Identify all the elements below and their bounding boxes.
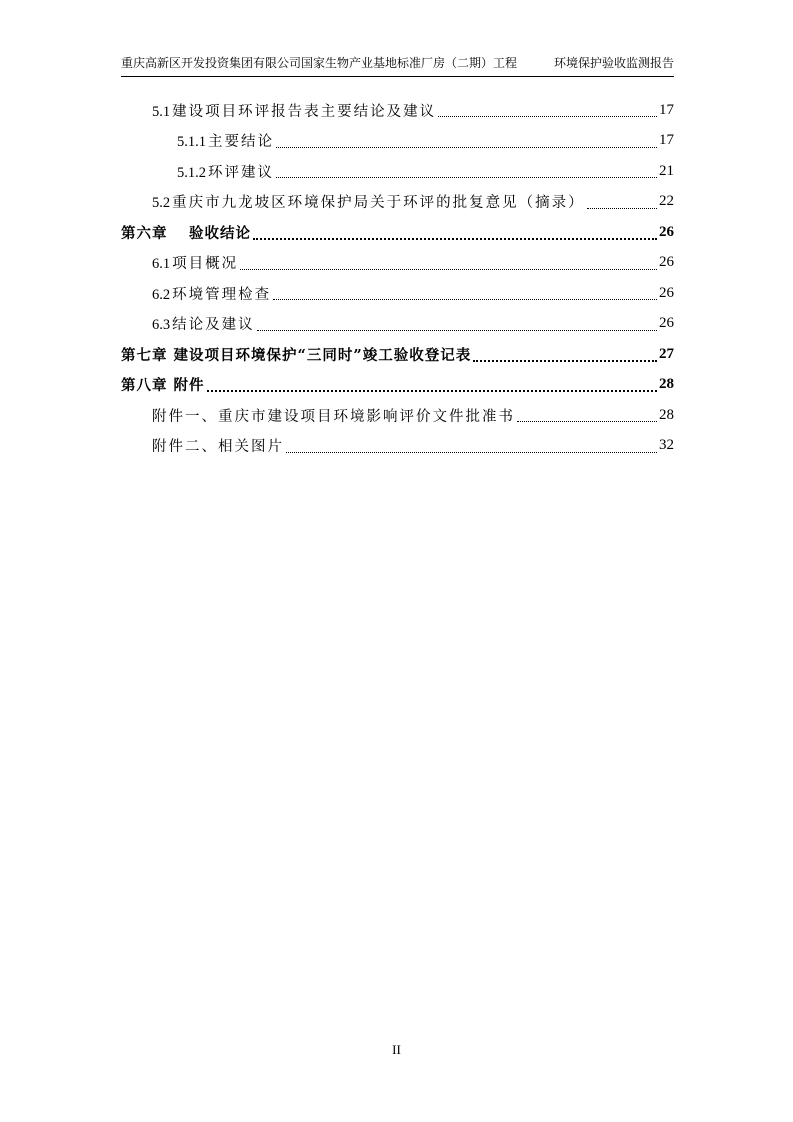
toc-entry-number: 5.1.1 bbox=[177, 134, 206, 151]
toc-entry-page: 27 bbox=[659, 345, 674, 362]
toc-entry-number: 6.2 bbox=[152, 286, 171, 303]
toc-entry-number: 5.1 bbox=[152, 103, 171, 120]
toc-entry-text: 第六章 验收结论 bbox=[121, 224, 252, 242]
toc-entry-number: 6.3 bbox=[152, 317, 171, 334]
toc-entry-number: 5.1.2 bbox=[177, 164, 206, 181]
toc-entry-title bbox=[121, 222, 251, 243]
toc-entry-page: 26 bbox=[659, 284, 674, 301]
toc-entry-number: 6.1 bbox=[152, 256, 171, 273]
toc-entry-text: 主要结论 bbox=[208, 134, 274, 151]
toc-entry-page: 22 bbox=[659, 193, 674, 210]
toc-dot-leader bbox=[587, 207, 657, 209]
toc-dot-leader bbox=[286, 451, 657, 453]
toc-entry-page: 26 bbox=[659, 223, 674, 240]
toc-entry-title bbox=[152, 252, 238, 273]
toc-entry-page: 17 bbox=[659, 132, 674, 149]
toc-entry-title bbox=[152, 313, 255, 334]
toc-dot-leader bbox=[253, 237, 657, 240]
toc-entry[interactable] bbox=[121, 431, 674, 462]
toc-entry-title bbox=[152, 405, 515, 426]
toc-entry-title bbox=[121, 344, 471, 365]
toc-entry-page: 26 bbox=[659, 254, 674, 271]
toc-entry[interactable] bbox=[121, 339, 674, 370]
toc-entry[interactable] bbox=[121, 370, 674, 401]
toc-dot-leader bbox=[438, 115, 657, 117]
toc-entry-text: 建设项目环评报告表主要结论及建议 bbox=[172, 103, 437, 120]
toc-entry-text: 环评建议 bbox=[208, 164, 274, 181]
toc-entry-page: 26 bbox=[659, 315, 674, 332]
toc-entry[interactable] bbox=[121, 248, 674, 279]
table-of-contents bbox=[121, 95, 674, 461]
toc-dot-leader bbox=[276, 176, 657, 178]
toc-entry[interactable] bbox=[121, 400, 674, 431]
toc-entry-text: 项目概况 bbox=[172, 256, 239, 273]
toc-dot-leader bbox=[517, 420, 657, 422]
toc-entry-title bbox=[177, 130, 274, 151]
toc-entry-page: 21 bbox=[659, 162, 674, 179]
toc-entry[interactable] bbox=[121, 95, 674, 126]
toc-entry-text: 重庆市九龙坡区环境保护局关于环评的批复意见（摘录） bbox=[172, 195, 585, 212]
header-divider bbox=[121, 76, 674, 77]
toc-entry-page: 28 bbox=[659, 376, 674, 393]
toc-entry-text: 附件一、重庆市建设项目环境影响评价文件批准书 bbox=[152, 408, 515, 425]
toc-entry-title bbox=[152, 191, 585, 212]
toc-entry[interactable] bbox=[121, 156, 674, 187]
toc-dot-leader bbox=[207, 389, 657, 392]
toc-dot-leader bbox=[273, 298, 657, 300]
toc-entry-text: 环境管理检查 bbox=[172, 286, 272, 303]
toc-entry-text: 结论及建议 bbox=[172, 317, 255, 334]
page-header bbox=[121, 52, 674, 74]
toc-entry-title bbox=[152, 435, 284, 456]
header-project-name: 重庆高新区开发投资集团有限公司国家生物产业基地标准厂房（二期）工程 bbox=[121, 56, 518, 70]
toc-entry[interactable] bbox=[121, 126, 674, 157]
toc-dot-leader bbox=[257, 329, 657, 331]
toc-entry-title bbox=[152, 100, 436, 121]
toc-entry-title bbox=[177, 161, 274, 182]
toc-entry[interactable] bbox=[121, 309, 674, 340]
toc-dot-leader bbox=[276, 146, 657, 148]
toc-dot-leader bbox=[473, 359, 657, 362]
toc-entry-text: 第七章 建设项目环境保护“三同时”竣工验收登记表 bbox=[121, 346, 472, 364]
toc-entry-title bbox=[152, 283, 271, 304]
toc-entry-page: 28 bbox=[659, 406, 674, 423]
toc-entry[interactable] bbox=[121, 187, 674, 218]
toc-entry-title bbox=[121, 374, 205, 395]
page-number: II bbox=[392, 1042, 401, 1057]
toc-dot-leader bbox=[240, 268, 657, 270]
toc-entry-page: 32 bbox=[659, 437, 674, 454]
toc-entry[interactable] bbox=[121, 217, 674, 248]
toc-entry-text: 第八章 附件 bbox=[121, 377, 205, 395]
header-report-title: 环境保护验收监测报告 bbox=[553, 56, 674, 70]
toc-entry-number: 5.2 bbox=[152, 195, 171, 212]
toc-entry-text: 附件二、相关图片 bbox=[152, 439, 284, 456]
toc-entry-page: 17 bbox=[659, 101, 674, 118]
toc-entry[interactable] bbox=[121, 278, 674, 309]
